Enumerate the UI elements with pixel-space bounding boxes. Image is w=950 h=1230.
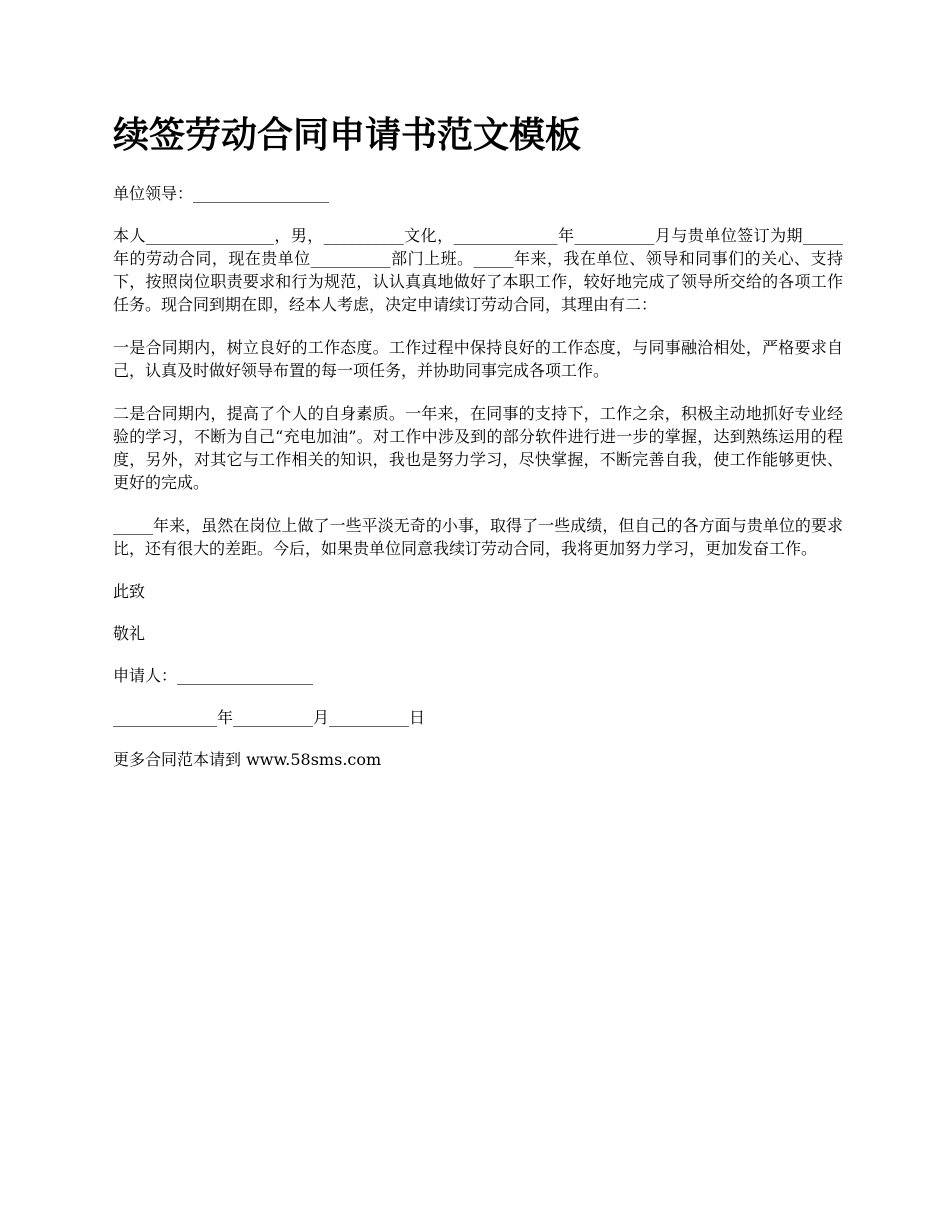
date-line: _____________年__________月__________日 [113, 708, 426, 727]
body-paragraph-4: _____年来，虽然在岗位上做了一些平淡无奇的小事，取得了一些成绩，但自己的各方面与贵单位的要求比，还有很大的差距。今后，如果贵单位同意我续订劳动合同，我将更加努力学习，更加发奋工作。 [113, 516, 843, 558]
salutation: 单位领导：_________________ [113, 184, 330, 203]
closing-salute: 敬礼 [113, 624, 146, 643]
body-paragraph-2: 一是合同期内，树立良好的工作态度。工作过程中保持良好的工作态度，与同事融洽相处，严格要求自己，认真及时做好领导布置的每一项任务，并协助同事完成各项工作。 [113, 338, 843, 380]
document-page [113, 112, 843, 790]
footer-link-text: 更多合同范本请到 www.58sms.com [113, 750, 382, 769]
document-title: 续签劳动合同申请书范文模板 [113, 115, 582, 156]
body-paragraph-1: 本人________________，男，__________文化，_____________年__________月与贵单位签订为期_____年的劳动合同，现在贵单位__________部门上班。_____年来，我在单位、领导和同事们的关心、支持下，按照岗位职责要求和行为规范，认认真真地做好了本职工作，较好地完成了领导所交给的各项工作任务。现合同到期在即，经本人考虑，决定申请续订劳动合同，其理由有二： [113, 226, 843, 314]
applicant-line: 申请人：_________________ [113, 666, 314, 685]
body-paragraph-3: 二是合同期内，提高了个人的自身素质。一年来，在同事的支持下，工作之余，积极主动地抓好专业经验的学习，不断为自己“充电加油”。对工作中涉及到的部分软件进行进一步的掌握，达到熟练运用的程度，另外，对其它与工作相关的知识，我也是努力学习，尽快掌握，不断完善自我，使工作能够更快、更好的完成。 [113, 404, 843, 492]
closing-regards: 此致 [113, 582, 146, 601]
